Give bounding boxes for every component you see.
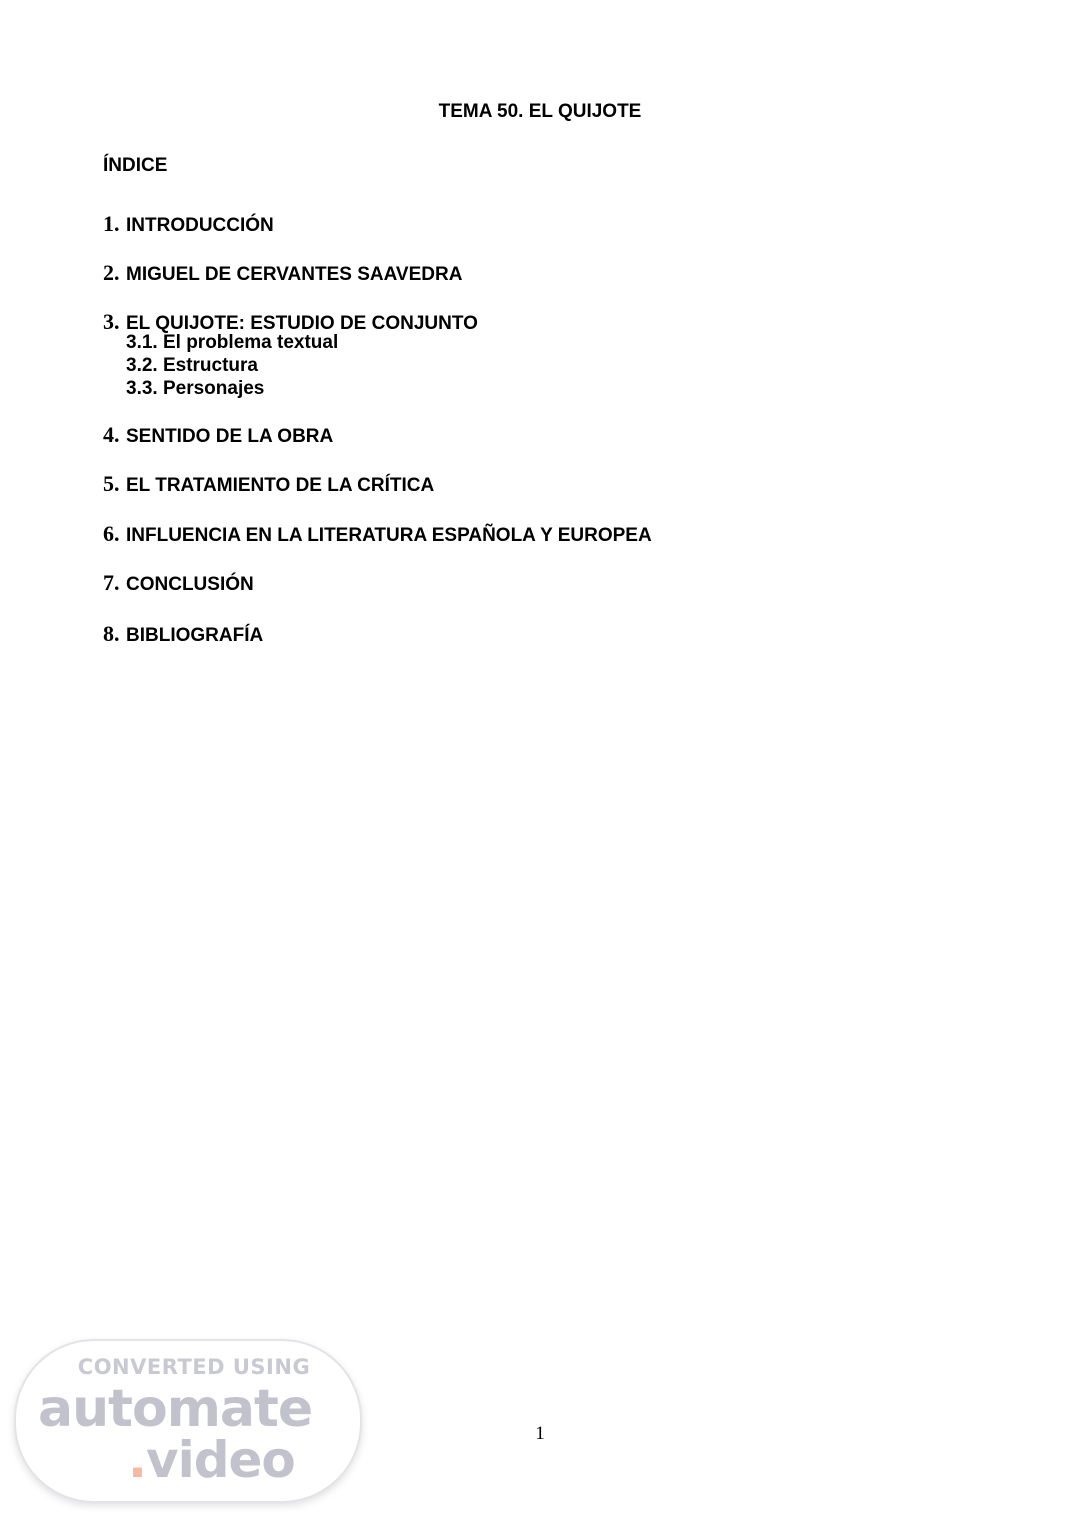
toc-entry [103, 471, 1003, 498]
watermark-dot: . [128, 1431, 146, 1489]
toc-item [103, 521, 1003, 548]
toc-number: 6. [103, 521, 120, 546]
toc-label: INTRODUCCIÓN [126, 215, 274, 236]
toc-subitem: 3.1. El problema textual [126, 332, 339, 353]
watermark-badge [14, 1339, 362, 1503]
toc-number: 1. [103, 211, 120, 236]
toc-number: 4. [103, 422, 120, 447]
toc-item [103, 570, 1003, 597]
watermark-line1: CONVERTED USING [77, 1355, 311, 1379]
toc-entry [103, 211, 1003, 238]
toc-label: MIGUEL DE CERVANTES SAAVEDRA [126, 264, 463, 285]
toc-number: 8. [103, 621, 120, 646]
toc-item [103, 471, 1003, 498]
toc-subitems [103, 331, 1003, 400]
toc-entry [103, 521, 1003, 548]
index-heading: ÍNDICE [103, 155, 168, 176]
toc-number: 3. [103, 309, 120, 334]
toc-label: CONCLUSIÓN [126, 574, 254, 595]
toc-item [103, 211, 1003, 238]
toc-label: INFLUENCIA EN LA LITERATURA ESPAÑOLA Y EUROPEA [126, 525, 652, 546]
toc-entry [103, 621, 1003, 648]
toc-entry [103, 260, 1003, 287]
toc-item [103, 260, 1003, 287]
page-number: 1 [535, 1423, 545, 1444]
toc-number: 7. [103, 570, 120, 595]
toc-number: 5. [103, 471, 120, 496]
toc-label: EL QUIJOTE: ESTUDIO DE CONJUNTO [126, 313, 478, 334]
toc-item [103, 422, 1003, 449]
watermark-video: video [146, 1431, 295, 1489]
toc-item [103, 621, 1003, 648]
watermark-line3 [128, 1431, 295, 1489]
page-title: TEMA 50. EL QUIJOTE [438, 101, 642, 122]
toc-subitem: 3.3. Personajes [126, 378, 265, 399]
toc-item [103, 309, 1003, 400]
toc-number: 2. [103, 260, 120, 285]
table-of-contents [103, 211, 1003, 648]
toc-label: EL TRATAMIENTO DE LA CRÍTICA [126, 475, 435, 496]
toc-subitem: 3.2. Estructura [126, 355, 258, 376]
toc-label: SENTIDO DE LA OBRA [126, 426, 334, 447]
toc-entry [103, 570, 1003, 597]
watermark-line2: automate [38, 1379, 313, 1439]
toc-label: BIBLIOGRAFÍA [126, 625, 264, 646]
toc-entry [103, 422, 1003, 449]
